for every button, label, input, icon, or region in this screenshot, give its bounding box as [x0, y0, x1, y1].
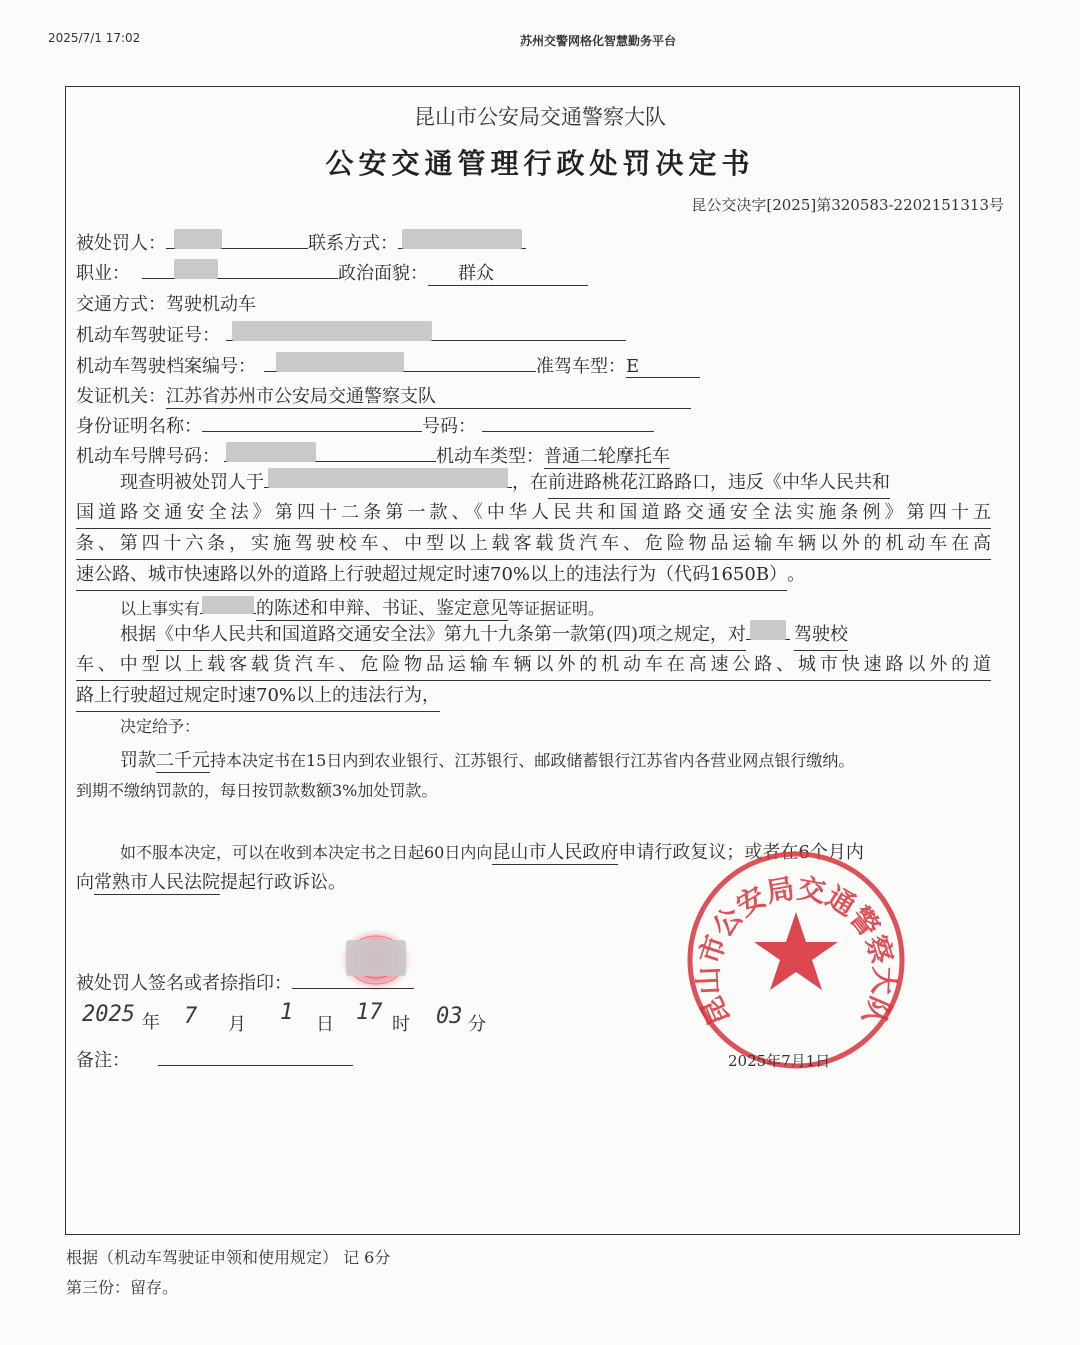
violation-time-field	[264, 469, 512, 488]
issuer-row	[76, 382, 691, 409]
basis-paragraph	[76, 620, 991, 711]
job-field	[142, 260, 338, 279]
fine-a: 罚款	[120, 750, 156, 771]
evidence-line	[120, 594, 604, 621]
platform-name: 苏州交警网格化智慧勤务平台	[520, 34, 677, 48]
signature-row	[76, 969, 414, 995]
sign-month-unit: 月	[228, 1014, 246, 1035]
issuer-value: 江苏省苏州市公安局交通警察支队	[166, 382, 691, 409]
political-label: 政治面貌：	[338, 263, 428, 284]
contact-field	[398, 230, 526, 249]
archive-row	[76, 352, 700, 378]
signature-label: 被处罚人签名或者捺指印：	[76, 973, 292, 994]
redacted-license	[232, 321, 432, 341]
sign-year: 2025	[82, 1002, 135, 1027]
violation-code: 1650B	[710, 560, 769, 591]
footer-points: 根据（机动车驾驶证申领和使用规定） 记 6分	[66, 1248, 391, 1267]
redacted-job	[174, 259, 218, 279]
evidence-c: 等证据证明。	[508, 599, 605, 618]
id-number-label: 号码：	[422, 416, 476, 437]
job-label: 职业：	[76, 263, 130, 284]
fine-amount: 二千元	[156, 746, 210, 773]
appeal-l1a: 如不服本决定，可以在收到本决定书之日起60日内向	[120, 843, 493, 862]
redacted-evidence-party	[202, 596, 254, 614]
facts-line-1	[76, 468, 991, 498]
facts-l4d: 。	[787, 564, 806, 585]
traffic-mode-row	[76, 290, 256, 316]
facts-l1b: ，在	[512, 472, 548, 493]
fine-line	[120, 746, 854, 773]
license-label: 机动车驾驶证号：	[76, 325, 220, 346]
footer-copy: 第三份：留存。	[66, 1278, 179, 1297]
plate-label: 机动车号牌号码：	[76, 446, 220, 467]
sign-month: 7	[184, 1004, 198, 1029]
signature-field	[292, 970, 414, 989]
remark-row	[76, 1046, 353, 1072]
evidence-a: 以上事实有	[120, 599, 201, 618]
id-name-label: 身份证明名称：	[76, 416, 202, 437]
appeal-l1c: 申请行政复议；或者在6个月内	[618, 842, 864, 863]
id-number-field	[482, 413, 654, 432]
vehicle-class-label: 准驾车型：	[536, 356, 626, 377]
political-value: 群众	[428, 259, 588, 286]
party-label: 被处罚人：	[76, 233, 166, 254]
review-agency: 昆山市人民政府	[492, 838, 618, 865]
issuer-label: 发证机关：	[76, 386, 166, 407]
basis-law: 《中华人民共和国道路交通安全法》	[156, 620, 444, 651]
plate-field	[224, 443, 436, 462]
seal-text: 昆山市公安局交通警察大队	[691, 871, 901, 1031]
vehicle-class-value: E	[626, 356, 700, 378]
id-row	[76, 412, 654, 438]
appeal-line-2	[76, 868, 346, 895]
traffic-mode-label: 交通方式：	[76, 294, 166, 315]
remark-field	[158, 1047, 353, 1066]
contact-label: 联系方式：	[308, 233, 398, 254]
basis-l1a: 根据	[120, 624, 156, 645]
sign-day: 1	[280, 1000, 294, 1025]
basis-l3: 路上行驶超过规定时速70%以上的违法行为，	[76, 681, 440, 712]
facts-l1a: 现查明被处罚人于	[120, 472, 264, 493]
sign-minute: 03	[436, 1004, 463, 1029]
basis-line-1	[76, 620, 991, 650]
sign-day-unit: 日	[316, 1014, 334, 1035]
print-datetime: 2025/7/1 17:02	[48, 31, 141, 45]
facts-paragraph	[76, 468, 991, 590]
traffic-mode-value: 驾驶机动车	[166, 294, 256, 315]
archive-field	[264, 353, 536, 372]
party-name-field	[166, 230, 308, 249]
license-field	[226, 322, 626, 341]
basis-l1d: 驾驶校	[794, 620, 848, 651]
late-fee-line: 到期不缴纳罚款的，每日按罚款数额3%加处罚款。	[76, 781, 438, 800]
document-number: 昆公交决字[2025]第320583-2202151313号	[691, 196, 1004, 214]
basis-l1c: 第九十九条第一款第(四)项之规定，对	[444, 620, 746, 651]
sign-hour: 17	[356, 1000, 383, 1025]
appeal-l2c: 提起行政诉讼。	[220, 872, 346, 893]
document-title: 公安交通管理行政处罚决定书	[325, 147, 755, 180]
basis-party-field	[746, 621, 790, 640]
party-row	[76, 229, 526, 255]
seal-date: 2025年7月1日	[728, 1052, 831, 1070]
decision-label: 决定给予：	[120, 717, 201, 736]
facts-l4a: 速公路、城市快速路以外的道路上行驶超过规定时速70%以上的违法行为（代码	[76, 560, 710, 591]
facts-l4c: ）	[769, 560, 787, 591]
sign-hour-unit: 时	[392, 1014, 410, 1035]
id-name-field	[202, 413, 422, 432]
appeal-l2a: 向	[76, 872, 94, 893]
redacted-basis-party	[750, 620, 786, 640]
redacted-plate	[226, 442, 316, 462]
license-row	[76, 321, 626, 347]
plate-row	[76, 442, 670, 469]
redacted-archive	[276, 352, 404, 372]
redacted-name	[174, 229, 222, 249]
violation-location: 前进路桃花江路路口，违反《中华人民共和	[548, 468, 890, 499]
vehicle-type-value: 普通二轮摩托车	[544, 442, 670, 469]
job-row	[76, 259, 588, 286]
facts-line-3: 条、第四十六条，实施驾驶校车、中型以上载客载货汽车、危险物品运输车辆以外的机动车在高	[76, 529, 991, 560]
sign-minute-unit: 分	[468, 1014, 486, 1035]
archive-label: 机动车驾驶档案编号：	[76, 356, 256, 377]
agency-title: 昆山市公安局交通警察大队	[414, 105, 666, 129]
basis-line-3	[76, 681, 991, 711]
vehicle-type-label: 机动车类型：	[436, 446, 544, 467]
sign-datetime	[80, 1000, 500, 1036]
redacted-time	[268, 468, 508, 488]
facts-line-4	[76, 560, 991, 590]
fine-c: 持本决定书在15日内到农业银行、江苏银行、邮政储蓄银行江苏省内各营业网点银行缴纳。	[210, 751, 855, 770]
redacted-contact	[402, 229, 522, 249]
evidence-b: 的陈述和申辩、书证、鉴定意见	[256, 594, 508, 621]
official-seal	[684, 848, 908, 1072]
remark-label: 备注：	[76, 1050, 130, 1071]
court-name: 常熟市人民法院	[94, 868, 220, 895]
facts-line-2: 国道路交通安全法》第四十二条第一款、《中华人民共和国道路交通安全法实施条例》第四十五	[76, 498, 991, 529]
sign-year-unit: 年	[142, 1012, 160, 1033]
basis-line-2: 车、中型以上载客载货汽车、危险物品运输车辆以外的机动车在高速公路、城市快速路以外的道	[76, 650, 991, 681]
evidence-party-field	[200, 597, 256, 614]
